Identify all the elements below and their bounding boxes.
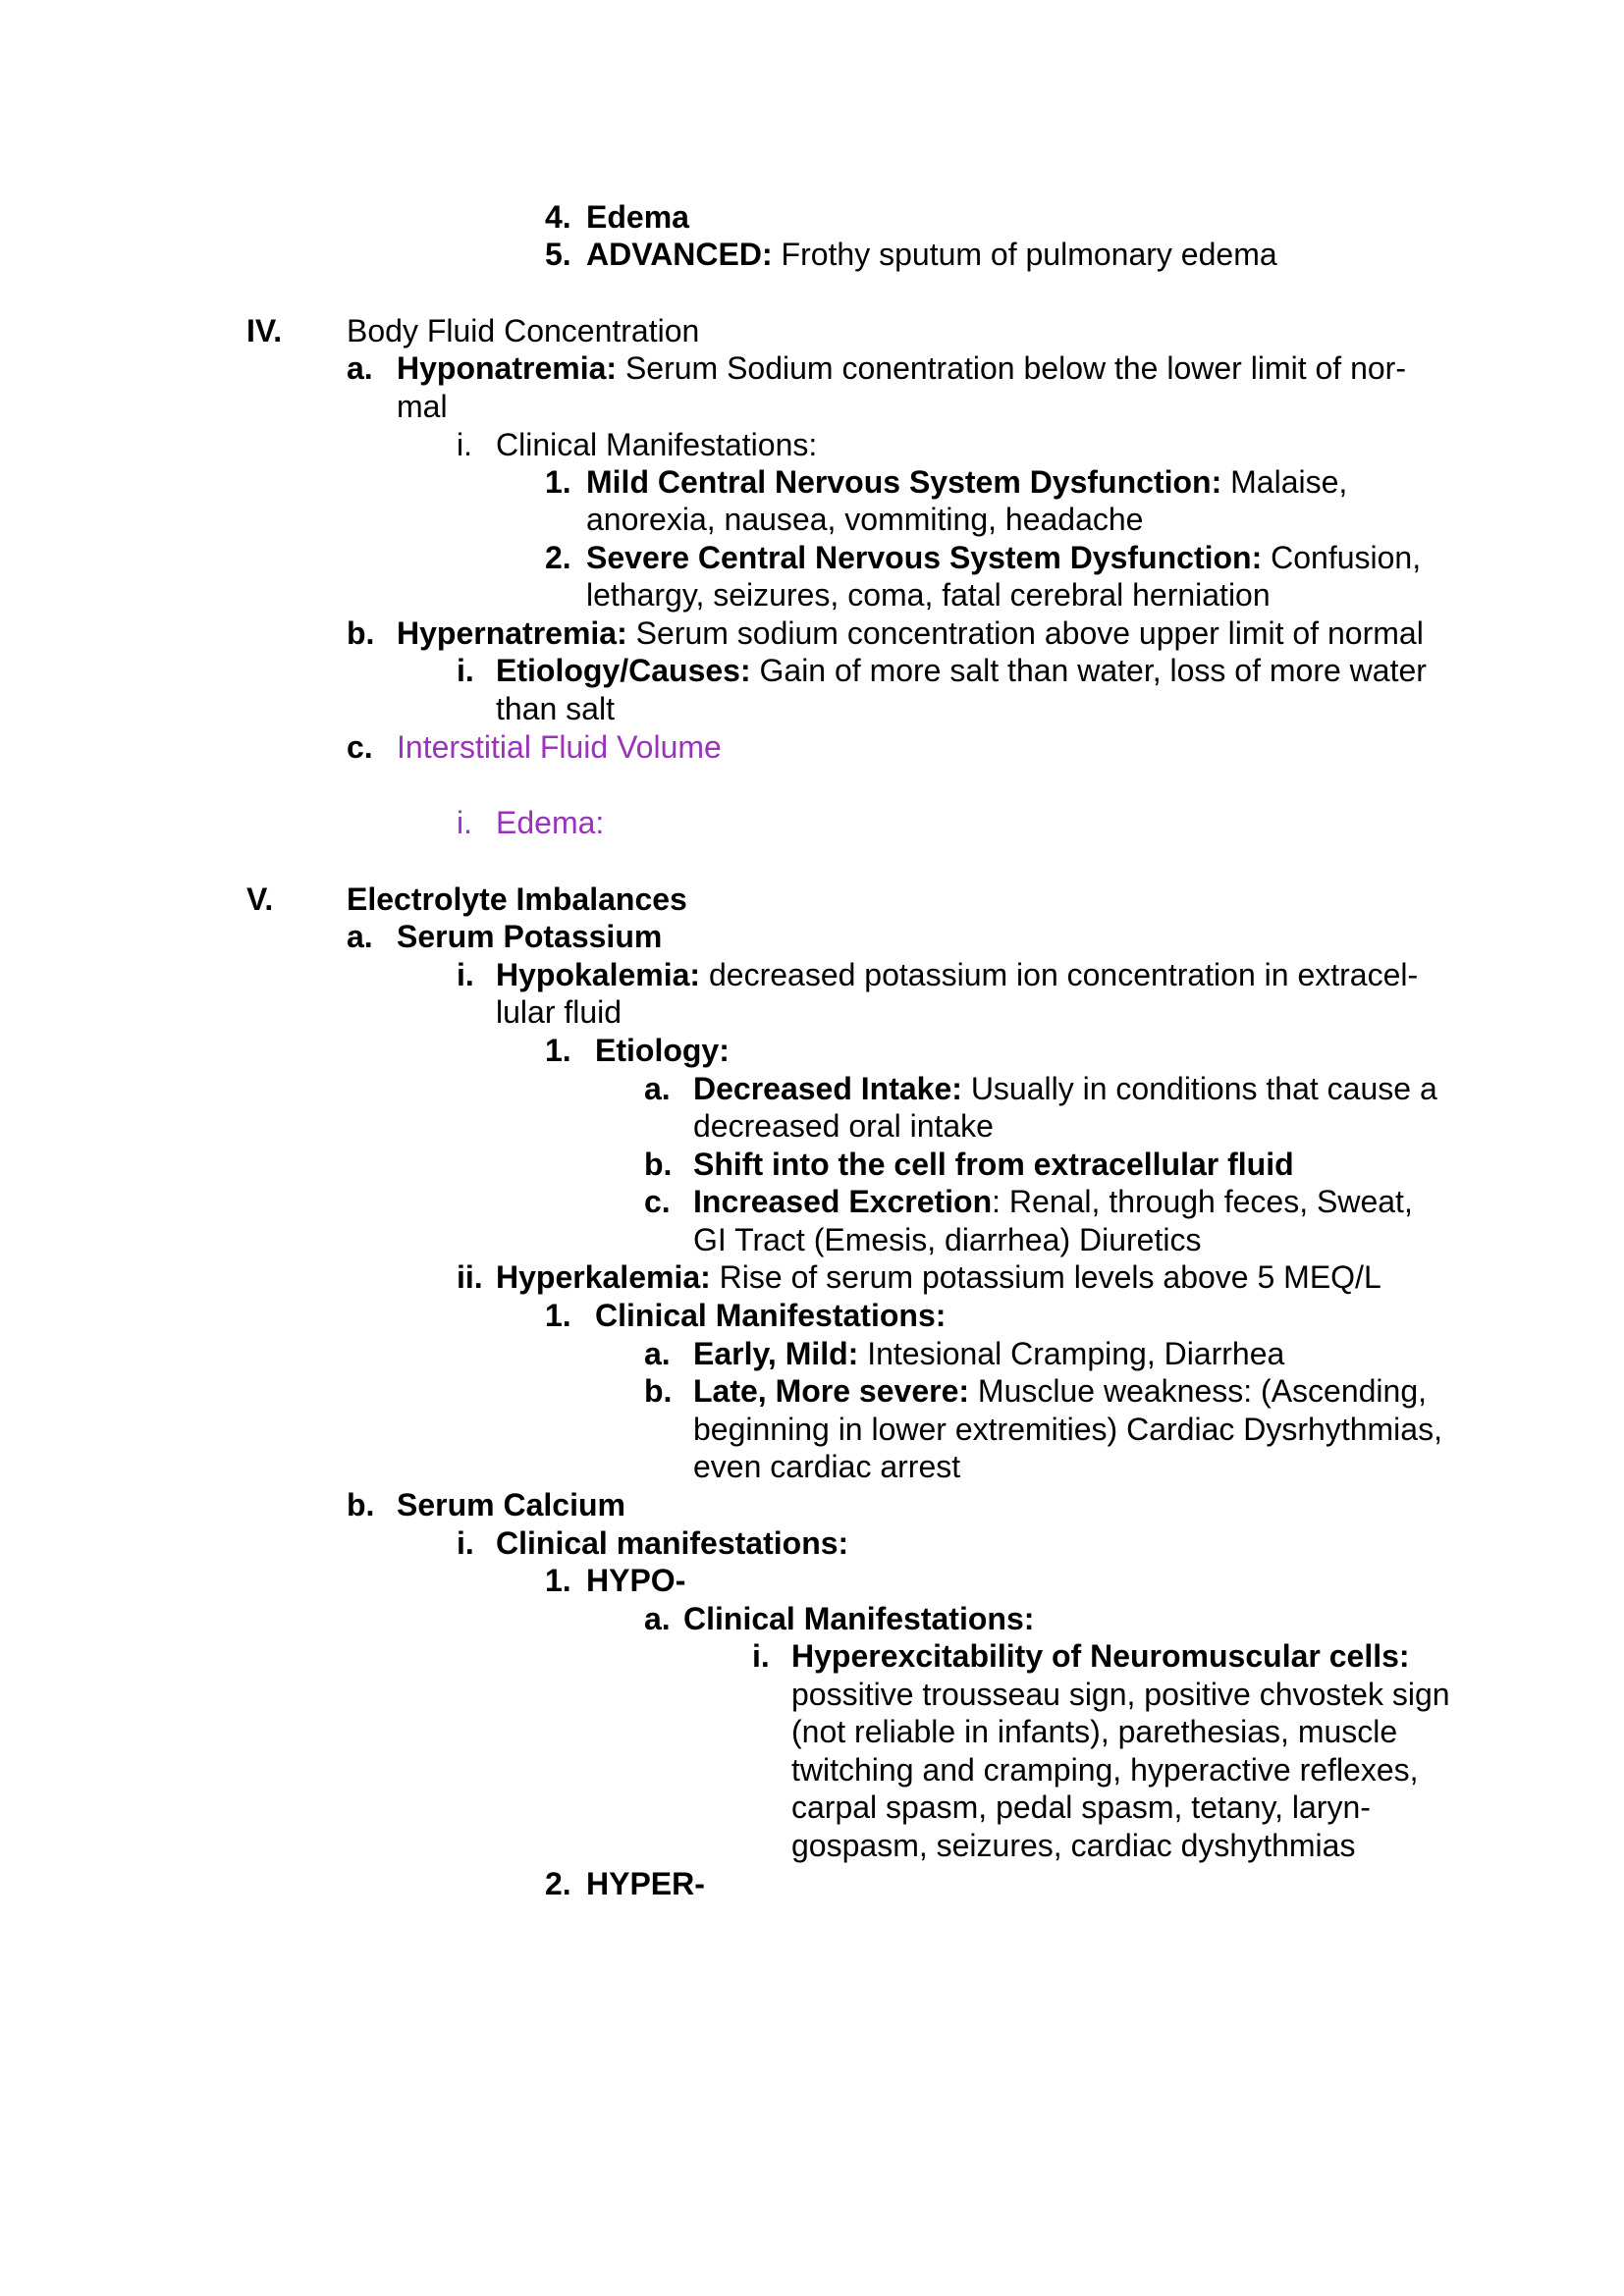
list-letter: a. [644,1071,671,1106]
list-item-mild-cns [586,463,1347,501]
section-title: Electrolyte Imbalances [347,881,687,917]
list-letter: c. [347,729,373,765]
list-letter: a. [347,350,373,386]
list-item-edema [586,198,689,236]
item-text: Usually in conditions that cause a [961,1071,1437,1106]
list-item-clinical-manifestations: Clinical Manifestations: [595,1298,947,1333]
item-text-continued: than salt [496,691,615,726]
item-text: Gain of more salt than water, loss of more water [750,653,1427,688]
list-number: 1. [545,464,571,500]
item-text: Malaise, [1221,464,1348,500]
item-text-continued: mal [397,389,448,424]
section-number: V. [246,881,274,917]
list-number: 1. [545,1033,571,1068]
list-item-hypo: HYPO- [586,1563,686,1598]
list-item-severe-cns [586,539,1421,576]
item-text-continued: twitching and cramping, hyperactive reflexes, [791,1752,1419,1788]
item-text: Frothy sputum of pulmonary edema [772,237,1277,272]
item-text: Rise of serum potassium levels above 5 MEQ/L [710,1259,1381,1295]
bold-term: Decreased Intake: [693,1071,962,1106]
item-text: decreased potassium ion concentration in extracel- [700,957,1419,992]
list-item-etiology-causes [496,652,1427,689]
list-letter: b. [347,1487,375,1522]
item-text-continued: lethargy, seizures, coma, fatal cerebral herniation [586,577,1271,613]
list-item-etiology: Etiology: [595,1033,730,1068]
list-letter: a. [347,919,373,954]
item-text-continued: (not reliable in infants), parethesias, muscle [791,1714,1398,1749]
list-roman: i. [457,805,472,840]
bold-term: Hyperkalemia: [496,1259,711,1295]
bold-term: Late, More severe: [693,1373,970,1409]
item-text-continued: GI Tract (Emesis, diarrhea) Diuretics [693,1222,1202,1257]
list-number: 1. [545,1298,571,1333]
list-letter: b. [347,615,375,651]
list-item-clinical-manifestations: Clinical Manifestations: [683,1601,1035,1636]
list-letter: a. [644,1336,671,1371]
list-item-hypokalemia [496,956,1418,993]
section-number: IV. [246,313,283,348]
list-letter: b. [644,1373,673,1409]
list-item-hyperexcitability: Hyperexcitability of Neuromuscular cells: [791,1638,1410,1674]
list-roman: ii. [457,1259,483,1295]
list-number: 2. [545,540,571,575]
bold-term: Edema [586,199,689,235]
bold-term: Hypokalemia: [496,957,701,992]
list-letter: c. [644,1184,671,1219]
section-title: Body Fluid Concentration [347,313,700,348]
list-item-edema-purple: Edema: [496,805,605,840]
list-number: 1. [545,1563,571,1598]
list-letter: b. [644,1147,673,1182]
item-text: Serum sodium concentration above upper limit of normal [626,615,1424,651]
list-item-hyponatremia [397,349,1406,387]
bold-term: Hyponatremia: [397,350,618,386]
list-item-clinical-manifestations: Clinical manifestations: [496,1525,849,1561]
list-item-early-mild [693,1335,1284,1372]
item-text: : Renal, through feces, Sweat, [992,1184,1413,1219]
list-roman: i. [752,1638,770,1674]
list-item-late-severe [693,1372,1427,1410]
item-text: Intesional Cramping, Diarrhea [858,1336,1285,1371]
item-text: Serum Sodium conentration below the lower limit of nor- [617,350,1406,386]
list-roman: i. [457,653,474,688]
list-item-serum-calcium: Serum Calcium [397,1487,625,1522]
item-text-continued: decreased oral intake [693,1108,994,1144]
list-roman: i. [457,1525,474,1561]
item-text-continued: gospasm, seizures, cardiac dyshythmias [791,1828,1356,1863]
item-text: Confusion, [1262,540,1422,575]
bold-term: Increased Excretion [693,1184,993,1219]
list-item-clinical-manifestations: Clinical Manifestations: [496,427,818,462]
item-text-continued: even cardiac arrest [693,1449,961,1484]
list-number: 5. [545,237,571,272]
list-item-increased-excretion [693,1183,1413,1220]
list-item-hyperkalemia [496,1258,1381,1296]
bold-term: Hypernatremia: [397,615,627,651]
bold-term: Mild Central Nervous System Dysfunction: [586,464,1222,500]
list-item-interstitial-fluid: Interstitial Fluid Volume [397,729,722,765]
list-roman: i. [457,957,474,992]
item-text-continued: anorexia, nausea, vommiting, headache [586,502,1144,537]
list-item-decreased-intake [693,1070,1437,1107]
item-text-continued: possitive trousseau sign, positive chvostek sign [791,1677,1450,1712]
item-text-continued: beginning in lower extremities) Cardiac Dysrhythmias, [693,1412,1442,1447]
list-item-serum-potassium: Serum Potassium [397,919,663,954]
list-item-hyper: HYPER- [586,1866,705,1901]
item-text: Musclue weakness: (Ascending, [969,1373,1428,1409]
bold-term: ADVANCED: [586,237,773,272]
list-number: 2. [545,1866,571,1901]
list-letter: a. [644,1601,671,1636]
list-item-shift-into-cell: Shift into the cell from extracellular fluid [693,1147,1294,1182]
bold-term: Early, Mild: [693,1336,859,1371]
list-item-advanced [586,236,1277,273]
bold-term: Severe Central Nervous System Dysfunction: [586,540,1263,575]
bold-term: Etiology/Causes: [496,653,751,688]
list-number: 4. [545,199,571,235]
list-roman: i. [457,427,472,462]
item-text-continued: lular fluid [496,994,623,1030]
item-text-continued: carpal spasm, pedal spasm, tetany, laryn- [791,1789,1371,1825]
list-item-hypernatremia [397,614,1424,652]
